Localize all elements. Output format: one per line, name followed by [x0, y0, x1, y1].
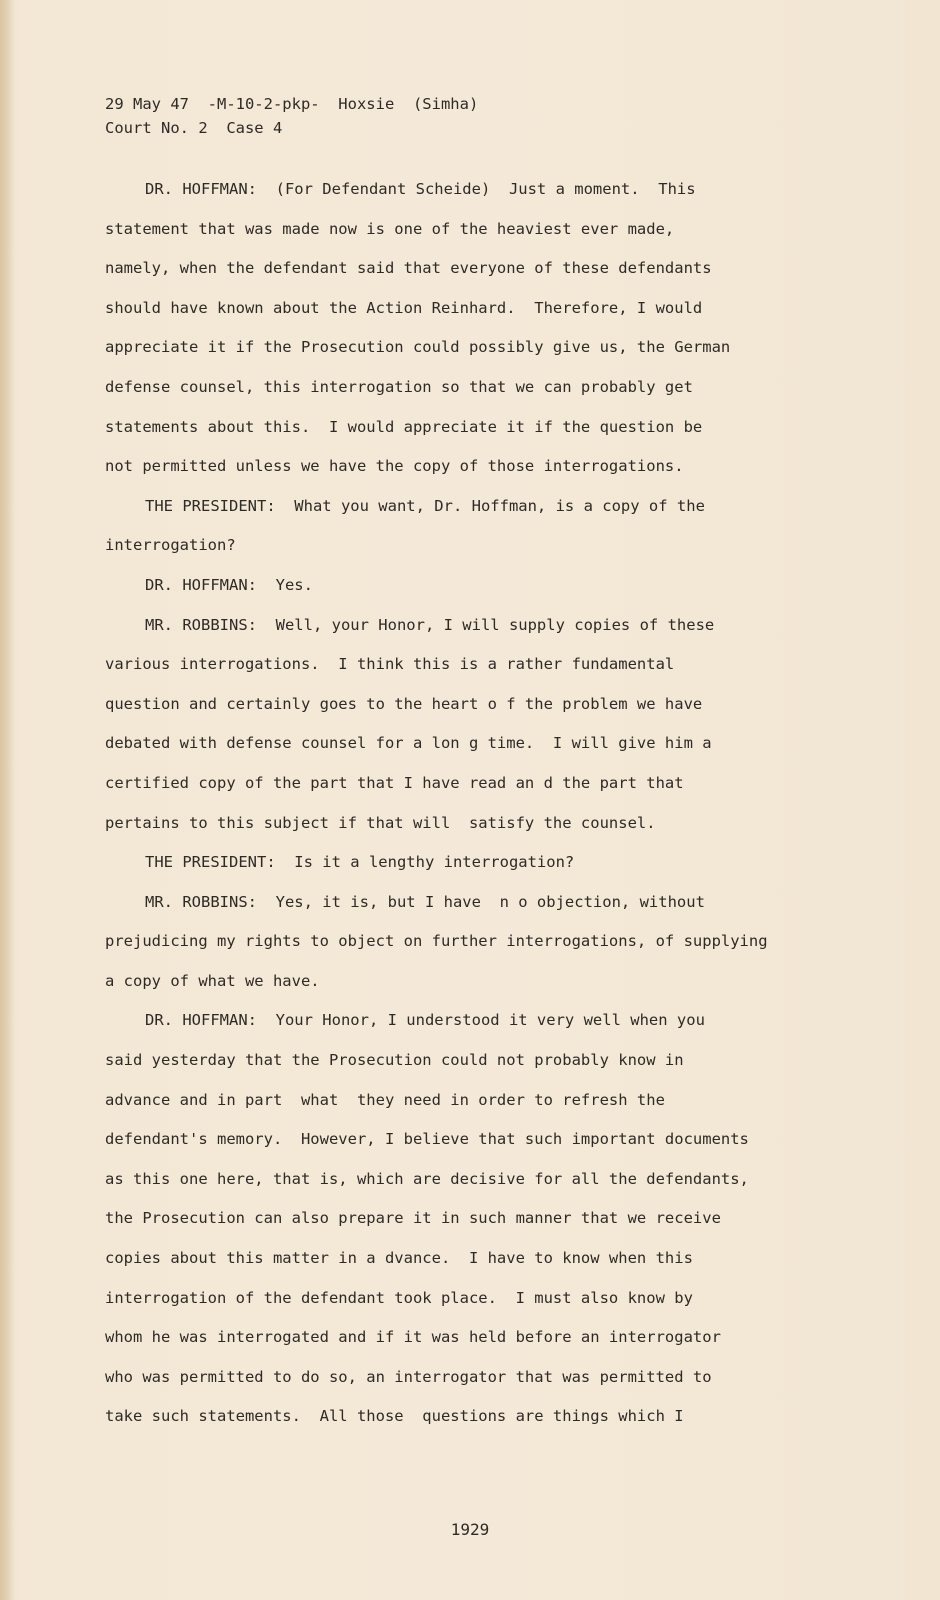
transcript-line: as this one here, that is, which are decisive for all the defendants,	[105, 1169, 749, 1188]
transcript-line: not permitted unless we have the copy of those interrogations.	[105, 457, 684, 476]
transcript-line: advance and in part what they need in order to refresh the	[105, 1090, 665, 1109]
transcript-line: THE PRESIDENT: Is it a lengthy interrogation?	[145, 853, 575, 872]
transcript-paragraph	[105, 606, 845, 844]
transcript-line: debated with defense counsel for a lon g time. I will give him a	[105, 734, 712, 753]
transcript-line: namely, when the defendant said that everyone of these defendants	[105, 259, 712, 278]
transcript-line: said yesterday that the Prosecution could not probably know in	[105, 1051, 684, 1070]
transcript-line: DR. HOFFMAN: Your Honor, I understood it very well when you	[145, 1011, 705, 1030]
transcript-line: appreciate it if the Prosecution could possibly give us, the German	[105, 338, 731, 357]
header-session-line: 29 May 47 -M-10-2-pkp- Hoxsie (Simha)	[105, 95, 479, 113]
transcript-line: prejudicing my rights to object on further interrogations, of supplying	[105, 932, 768, 951]
transcript-line: pertains to this subject if that will satisfy the counsel.	[105, 813, 656, 832]
transcript-paragraph	[105, 487, 845, 566]
header-court-line: Court No. 2 Case 4	[105, 119, 283, 137]
page-number: 1929	[450, 1520, 490, 1539]
transcript-paragraph	[105, 1001, 845, 1437]
document-header	[105, 92, 478, 140]
transcript-line: statements about this. I would appreciate it if the question be	[105, 417, 703, 436]
transcript-line: DR. HOFFMAN: (For Defendant Scheide) Just a moment. This	[145, 180, 696, 198]
transcript-line: various interrogations. I think this is a rather fundamental	[105, 655, 675, 674]
transcript-line: defense counsel, this interrogation so that we can probably get	[105, 377, 693, 396]
transcript-line: who was permitted to do so, an interrogator that was permitted to	[105, 1367, 712, 1386]
transcript-line: take such statements. All those questions are things which I	[105, 1407, 684, 1426]
transcript-line: a copy of what we have.	[105, 971, 320, 990]
transcript-line: copies about this matter in a dvance. I have to know when this	[105, 1249, 693, 1268]
transcript-line: interrogation?	[105, 536, 236, 555]
transcript-line: whom he was interrogated and if it was held before an interrogator	[105, 1328, 721, 1347]
transcript-line: THE PRESIDENT: What you want, Dr. Hoffman, is a copy of the	[145, 496, 705, 515]
transcript-paragraph	[105, 843, 845, 883]
transcript-paragraph	[105, 566, 845, 606]
transcript-line: certified copy of the part that I have read an d the part that	[105, 773, 684, 792]
transcript-line: the Prosecution can also prepare it in such manner that we receive	[105, 1209, 721, 1228]
transcript-line: should have known about the Action Reinhard. Therefore, I would	[105, 298, 703, 317]
transcript-line: interrogation of the defendant took place. I must also know by	[105, 1288, 693, 1307]
transcript-line: defendant's memory. However, I believe that such important documents	[105, 1130, 749, 1149]
transcript-line: statement that was made now is one of the heaviest ever made,	[105, 219, 675, 238]
transcript-line: MR. ROBBINS: Yes, it is, but I have n o objection, without	[145, 892, 705, 911]
transcript-line: DR. HOFFMAN: Yes.	[145, 575, 313, 594]
transcript-line: MR. ROBBINS: Well, your Honor, I will supply copies of these	[145, 615, 715, 634]
transcript-line: question and certainly goes to the heart o f the problem we have	[105, 694, 703, 713]
transcript-body	[105, 170, 845, 1437]
transcript-paragraph	[105, 883, 845, 1002]
transcript-paragraph	[105, 170, 845, 487]
page-edge-shadow	[0, 0, 14, 1600]
